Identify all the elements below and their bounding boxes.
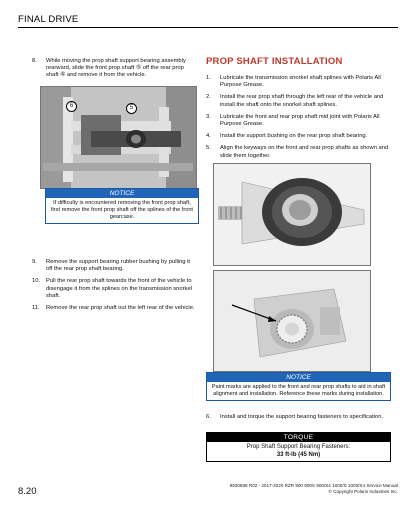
header-rule: [18, 27, 398, 28]
torque-label: Prop Shaft Support Bearing Fasteners:: [246, 444, 351, 450]
step-item: [206, 145, 396, 159]
callout-6: [66, 101, 77, 112]
step-text: Lubricate the front and rear prop shaft mid joint with Polaris All Purpose Grease.: [220, 113, 380, 128]
step-item: [32, 278, 195, 300]
section-title: PROP SHAFT INSTALLATION: [206, 56, 343, 67]
step-text: Lubricate the transmission snorkel shaft splines with Polaris All Purpose Grease.: [220, 75, 381, 89]
step-number: 11.: [32, 305, 40, 312]
step-text: Install the rear prop shaft through the left rear of the vehicle and install the shaft onto the snorkel shaft splines.: [220, 94, 384, 108]
torque-box: [206, 432, 391, 462]
support-bearing-illustration: [214, 164, 370, 265]
step-text: Pull the rear prop shaft towards the front of the vehicle to disengage it from the splines on the transmission snorkel shaft.: [46, 278, 192, 299]
step-number: 3.: [206, 113, 211, 120]
step-text: While moving the prop shaft support bearing assembly rearward, slide the front prop shaft ⑤ off the rear prop shaft ⑥ and remove it from the vehicle.: [46, 58, 186, 79]
step-number: 6.: [206, 414, 211, 420]
step-text: Align the keyways on the front and rear prop shafts as shown and slide them together.: [220, 145, 389, 159]
notice-box: [206, 372, 391, 401]
notice-box: [45, 188, 199, 224]
page-number: 8.20: [18, 486, 37, 497]
callout-5: [126, 103, 137, 114]
section-header: FINAL DRIVE: [18, 14, 79, 25]
left-steps-lower: [32, 259, 195, 317]
vehicle-underside-photo: [40, 86, 197, 189]
step-item: [32, 259, 195, 273]
step-text: Install the support bushing on the rear prop shaft bearing.: [220, 133, 368, 140]
step-item: [206, 75, 396, 89]
footer-copyright: © Copyright Polaris Industries Inc.: [328, 489, 398, 494]
step-item: [32, 58, 195, 80]
left-column: [32, 58, 195, 85]
page-header: [18, 14, 398, 25]
spline-keyway-photo: [213, 270, 371, 372]
callout-label: 6: [69, 103, 74, 109]
right-column: [206, 56, 396, 165]
torque-title: TORQUE: [207, 433, 390, 442]
step-number: 8.: [32, 58, 37, 64]
footer-line: 9930588 R02 - 2017-2020 RZR 900 900S 900/S4 1000/S 1000/S4 Service Manual: [229, 483, 398, 488]
notice-text: If difficulty is encountered removing the front prop shaft, first remove the front prop shaft off the splines of the front gearcase.: [51, 200, 193, 220]
step-item: [206, 94, 396, 108]
vehicle-underside-illustration: [41, 87, 196, 188]
step-number: 5.: [206, 145, 211, 152]
step-item: [206, 414, 389, 421]
step-text: Remove the support bearing rubber bushing by pulling it off the rear prop shaft bearing.: [46, 259, 191, 273]
step-number: 10.: [32, 278, 41, 285]
step-item: [206, 133, 396, 140]
step-item: [32, 305, 195, 312]
notice-text: Paint marks are applied to the front and rear prop shafts to aid in shaft alignment and installation. Reference these marks during installation.: [211, 384, 386, 397]
step-number: 9.: [32, 259, 37, 265]
torque-value: 33 ft-lb (45 Nm): [276, 451, 321, 458]
step-text: Install and torque the support bearing fasteners to specification.: [220, 414, 384, 420]
notice-title: NOTICE: [207, 373, 390, 382]
footer-text: [230, 483, 398, 495]
step-number: 1.: [206, 75, 211, 81]
step-item: [206, 114, 396, 128]
step-text: Remove the rear prop shaft out the left rear of the vehicle.: [46, 305, 195, 312]
step-number: 4.: [206, 133, 211, 140]
support-bearing-photo: [213, 163, 371, 266]
notice-title: NOTICE: [46, 189, 198, 198]
callout-label: 5: [129, 105, 134, 111]
right-steps-final: [206, 414, 389, 426]
spline-keyway-illustration: [214, 271, 370, 371]
torque-body: [207, 442, 390, 461]
step-number: 2.: [206, 94, 211, 101]
